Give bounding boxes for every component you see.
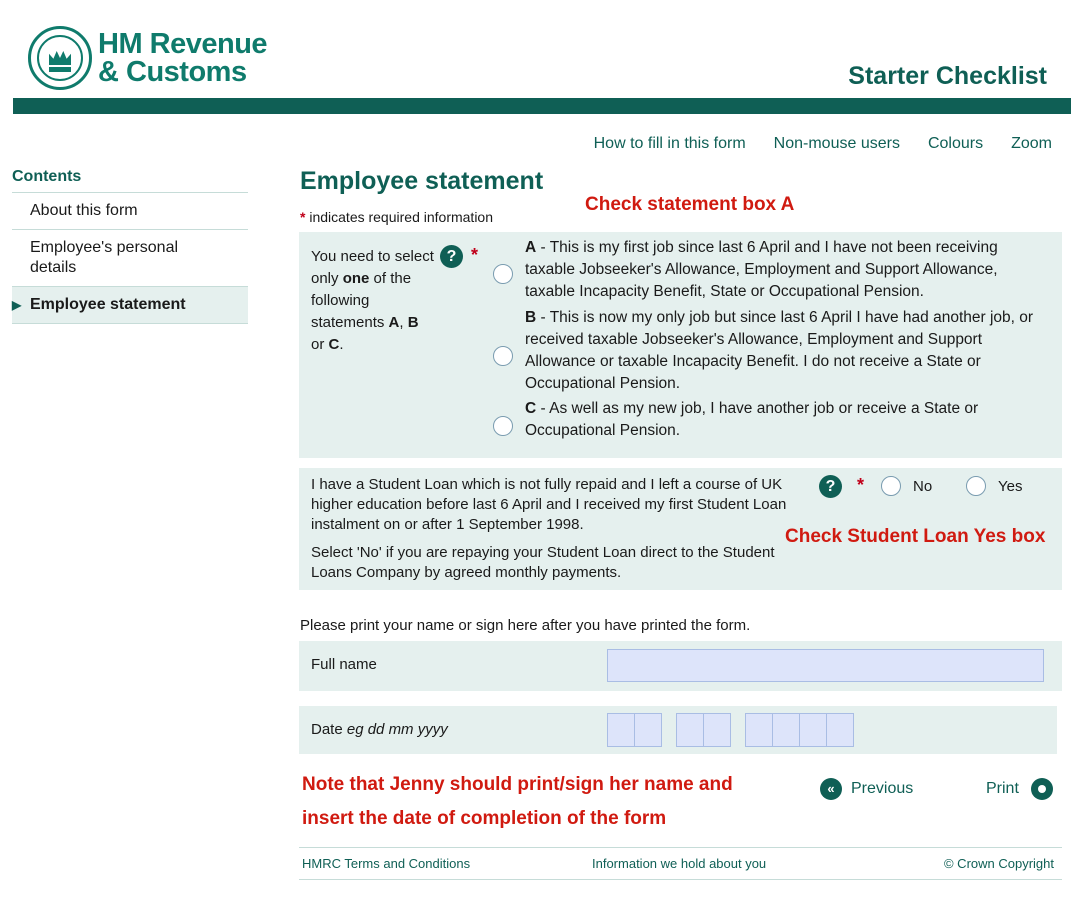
print-note: Please print your name or sign here after you have printed the form. (300, 617, 751, 634)
contents-sidebar (12, 168, 248, 324)
footer-copyright-link[interactable]: © Crown Copyright (943, 856, 1054, 871)
annotation-note-line-2: insert the date of completion of the form (302, 808, 667, 829)
student-loan-no-radio[interactable] (881, 476, 901, 496)
hmrc-logo (28, 26, 267, 90)
annotation-check-loan: Check Student Loan Yes box (785, 526, 1046, 547)
statement-a-radio[interactable] (493, 264, 513, 284)
sidebar-item-employee-statement[interactable] (12, 287, 248, 324)
sidebar-item-about[interactable] (12, 193, 248, 230)
statement-c-radio[interactable] (493, 416, 513, 436)
required-note-text: indicates required information (309, 209, 493, 225)
date-year-digit-2[interactable] (772, 713, 800, 747)
active-arrow-icon: ▶ (12, 298, 22, 312)
previous-button[interactable] (820, 778, 913, 800)
nav-zoom[interactable]: Zoom (1011, 135, 1052, 152)
sidebar-title: Contents (12, 168, 248, 193)
statement-prompt: You need to select only one of the following statements A, B or C. (311, 248, 434, 353)
date-month-digit-2[interactable] (703, 713, 731, 747)
statement-panel (299, 232, 1062, 458)
annotation-print-note (302, 768, 733, 836)
crown-crest-icon (28, 26, 92, 90)
sidebar-item-label: Employee's personal details (30, 239, 179, 276)
student-loan-question: I have a Student Loan which is not fully repaid and I left a course of UK higher education before last 6 April and I received my first Student Loan instalment on or after 1 September 1998. (311, 476, 787, 533)
date-month-digit-1[interactable] (676, 713, 704, 747)
date-year-digit-1[interactable] (745, 713, 773, 747)
student-loan-note: Select 'No' if you are repaying your Student Loan direct to the Student Loans Company by agreed monthly payments. (311, 544, 775, 581)
annotation-check-a: Check statement box A (585, 194, 795, 215)
statement-c-text: C - As well as my new job, I have another job or receive a State or Occupational Pension. (525, 400, 979, 439)
app-title: Starter Checklist (848, 62, 1047, 90)
sidebar-item-label: About this form (30, 202, 138, 219)
statement-b-radio[interactable] (493, 346, 513, 366)
date-label: Date eg dd mm yyyy (311, 721, 448, 738)
print-button[interactable] (986, 778, 1053, 800)
top-navigation (594, 135, 1052, 153)
full-name-label: Full name (311, 656, 377, 673)
header-bar (13, 98, 1071, 114)
required-star-icon: * (300, 209, 306, 225)
brand-line-2: & Customs (98, 56, 247, 88)
student-loan-yes-label: Yes (998, 478, 1023, 495)
statement-b-text: B - This is now my only job but since last 6 April I have had another job, or received taxable Jobseeker's Allowance, Employment and Support Allowance or taxable Incapacity Benefit. I do not receive a State or Occupational Pension. (525, 309, 1034, 392)
required-star-icon: * (471, 245, 479, 265)
date-year-digit-4[interactable] (826, 713, 854, 747)
footer (299, 847, 1062, 880)
date-day-digit-1[interactable] (607, 713, 635, 747)
page-title: Employee statement (300, 167, 544, 195)
student-loan-yes-radio[interactable] (966, 476, 986, 496)
footer-info-link[interactable]: Information we hold about you (592, 856, 767, 871)
required-note (300, 209, 493, 225)
footer-terms-link[interactable]: HMRC Terms and Conditions (302, 856, 471, 871)
help-icon[interactable]: ? (440, 245, 463, 268)
help-icon[interactable]: ? (819, 475, 842, 498)
previous-label: Previous (851, 780, 914, 797)
sidebar-item-personal-details[interactable] (12, 230, 248, 287)
date-row (299, 706, 1057, 754)
nav-non-mouse-users[interactable]: Non-mouse users (773, 135, 900, 152)
print-icon (1031, 778, 1053, 800)
brand-line-1: HM Revenue (98, 28, 268, 60)
full-name-input[interactable] (607, 649, 1044, 682)
student-loan-no-label: No (913, 478, 933, 495)
required-star-icon: * (857, 475, 865, 495)
statement-a-text: A - This is my first job since last 6 April and I have not been receiving taxable Jobseeker's Allowance, Employment and Support Allowance, taxable Incapacity Benefit, State or Occupational Pension. (525, 239, 998, 300)
annotation-note-line-1: Note that Jenny should print/sign her name and (302, 774, 733, 795)
sidebar-item-label: Employee statement (30, 296, 186, 313)
previous-icon: « (820, 778, 842, 800)
brand-name (98, 30, 267, 86)
date-year-digit-3[interactable] (799, 713, 827, 747)
print-label: Print (986, 780, 1019, 797)
nav-how-to-fill[interactable]: How to fill in this form (593, 135, 746, 152)
date-day-digit-2[interactable] (634, 713, 662, 747)
nav-colours[interactable]: Colours (927, 135, 984, 152)
full-name-row (299, 641, 1062, 691)
